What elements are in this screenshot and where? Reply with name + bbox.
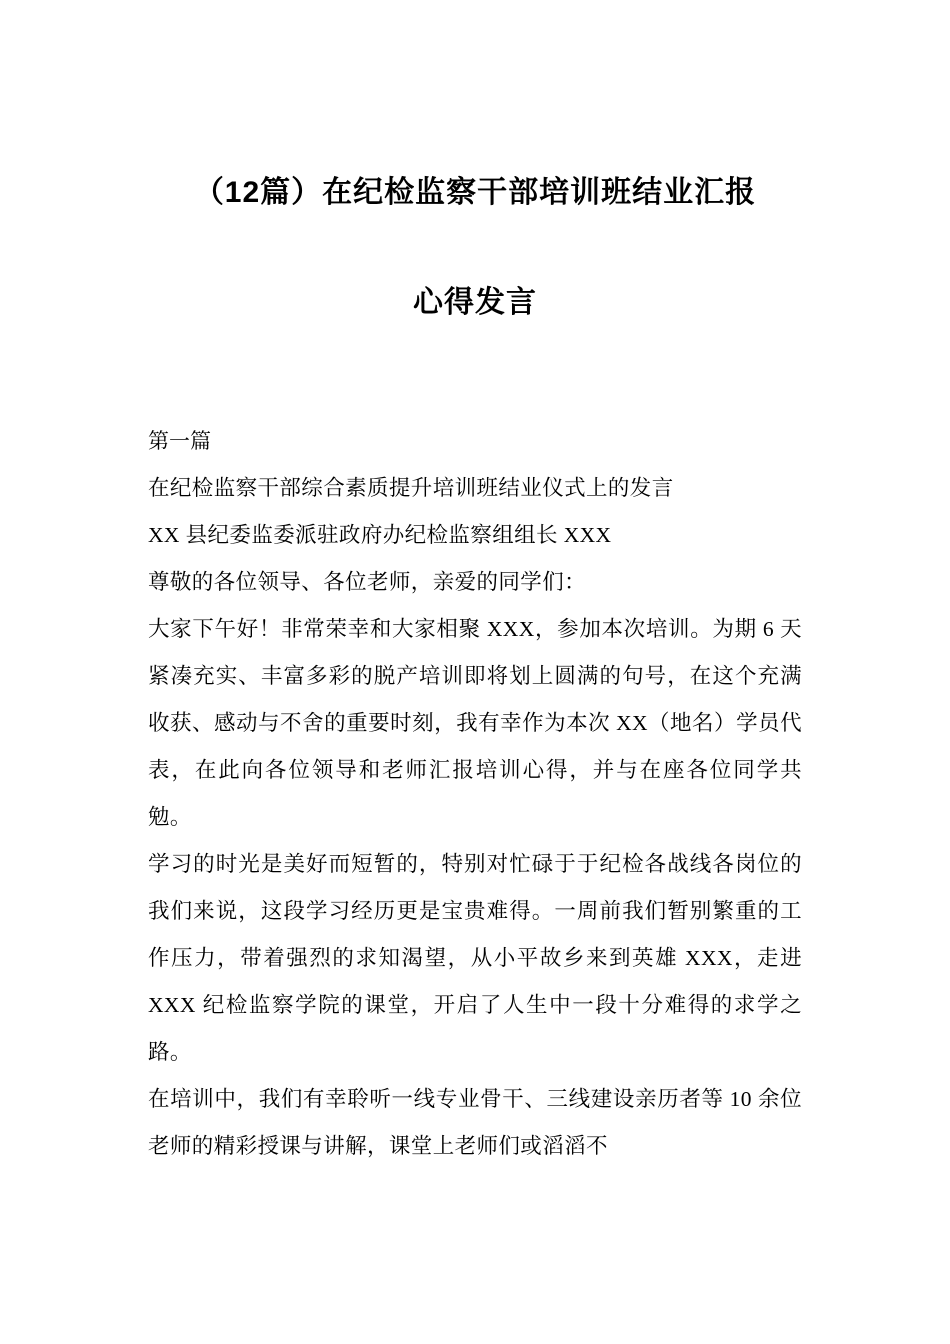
- paragraph-2: XX 县纪委监委派驻政府办纪检监察组组长 XXX: [148, 523, 612, 547]
- paragraph-6: 在培训中，我们有幸聆听一线专业骨干、三线建设亲历者等 10 余位老师的精彩授课与讲解，课堂上老师们或滔滔不: [148, 1087, 802, 1158]
- paragraph-3: 尊敬的各位领导、各位老师，亲爱的同学们：: [148, 570, 587, 594]
- title-body-spacer: [0, 358, 950, 418]
- page-title-line-2: 心得发言: [413, 286, 537, 319]
- paragraph-1: 在纪检监察干部综合素质提升培训班结业仪式上的发言: [148, 476, 674, 500]
- chapter-label: 第一篇: [148, 429, 211, 453]
- paragraph-4: 大家下午好！非常荣幸和大家相聚 XXX，参加本次培训。为期 6 天紧凑充实、丰富多彩的脱产培训即将划上圆满的句号，在这个充满收获、感动与不舍的重要时刻，我有幸作为本次 XX（地名）学员代表，在此向各位领导和老师汇报培训心得，并与在座各位同学共勉。: [148, 617, 802, 829]
- document-body: [0, 418, 950, 1170]
- page-title: [145, 0, 805, 358]
- paragraph-5: 学习的时光是美好而短暂的，特别对忙碌于于纪检各战线各岗位的我们来说，这段学习经历更是宝贵难得。一周前我们暂别繁重的工作压力，带着强烈的求知渴望，从小平故乡来到英雄 XXX，走进 XXX 纪检监察学院的课堂，开启了人生中一段十分难得的求学之路。: [148, 852, 802, 1064]
- page-title-line-1: （12篇）在纪检监察干部培训班结业汇报: [193, 176, 757, 209]
